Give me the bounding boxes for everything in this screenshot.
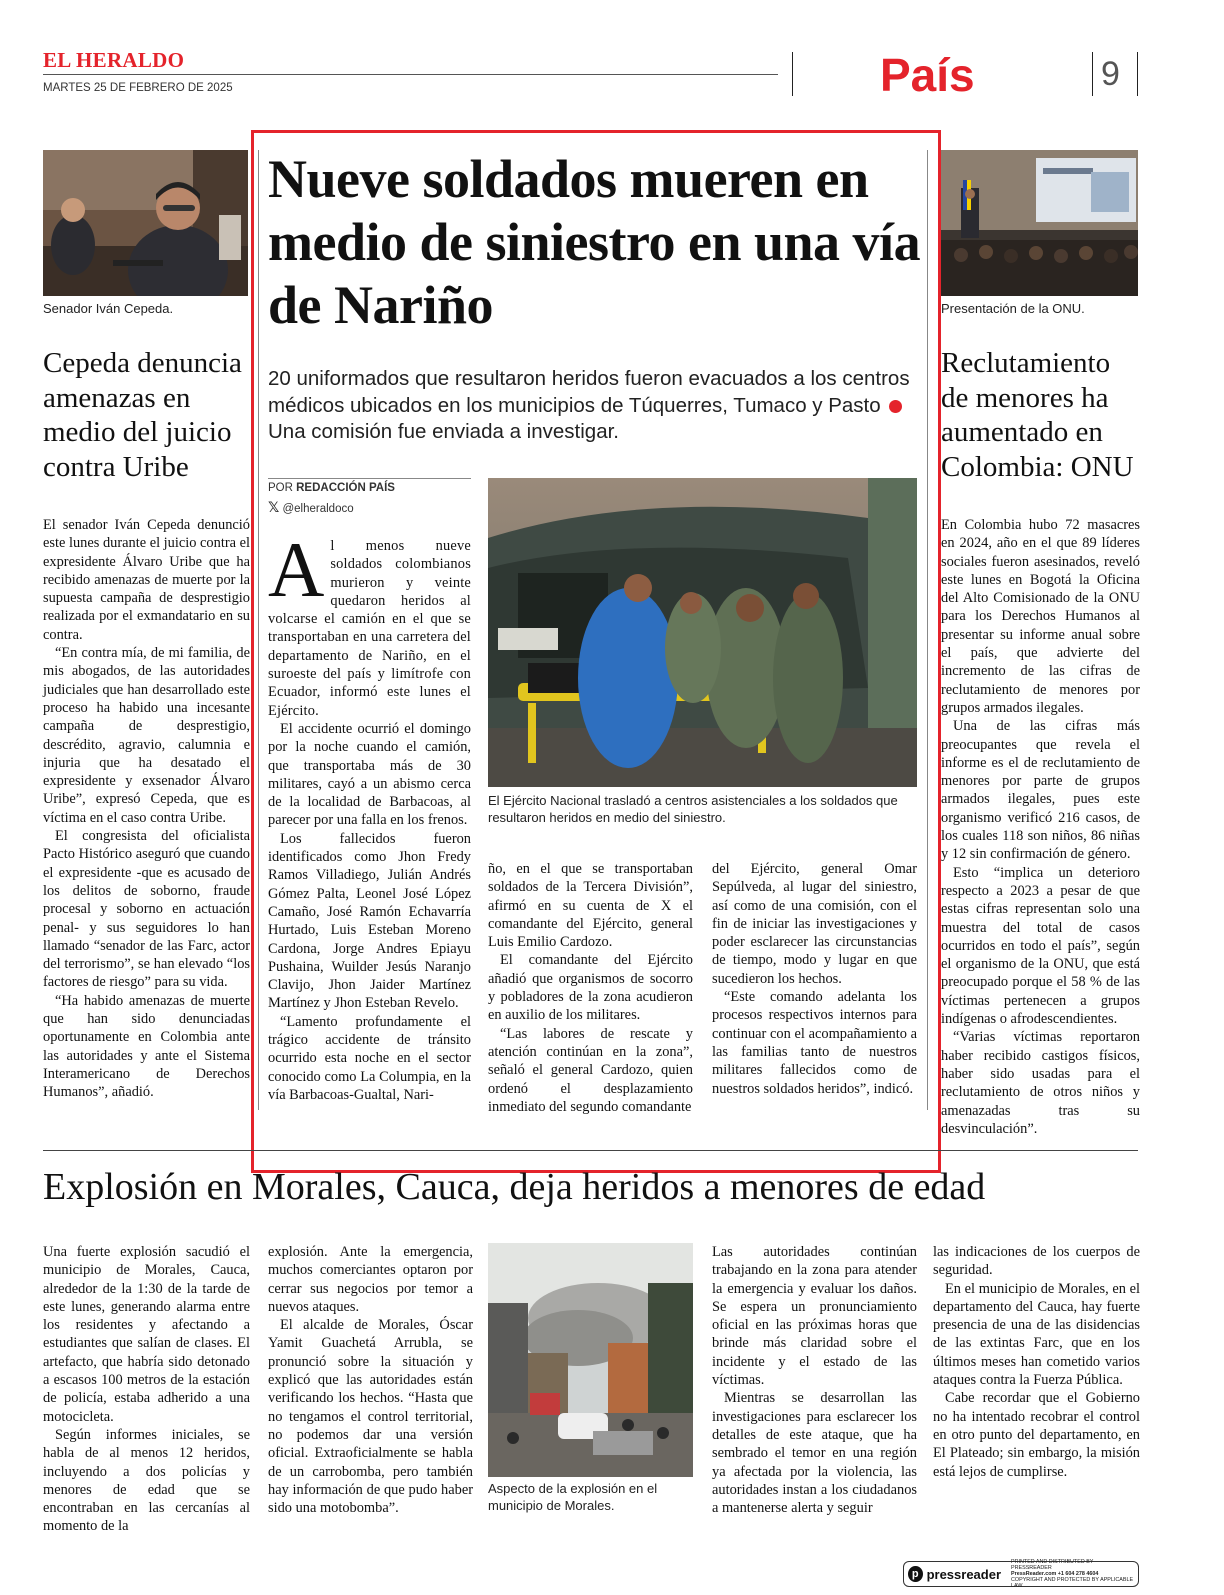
- main-story-left-rule: [258, 150, 259, 1110]
- byline: [268, 482, 395, 494]
- cepeda-body: [43, 516, 250, 1102]
- newspaper-name: EL HERALDO: [43, 48, 185, 72]
- main-subhead-text: 20 uniformados que resultaron heridos fueron evacuados a los centros médicos ubicados en los municipios de Túquerres, Tumaco y Pasto: [268, 367, 910, 417]
- morales-paragraph: El alcalde de Morales, Óscar Yamit Guachetá Arrubla, se pronunció sobre la situación y explicó que las autoridades están verificando los hechos. “Hasta que no tengamos el control territorial, no podemos dar una versión oficial. Extraoficialmente se habla de un carrobomba, pero también hay información de que pudo haber sido una motobomba”.: [268, 1317, 473, 1517]
- main-paragraph: “Lamento profundamente el trágico accidente de tránsito ocurrido esta noche en el sector conocido como La Columpia, en la vía Barbacoas-Gualtal, Nari-: [268, 1013, 471, 1103]
- onu-paragraph: Una de las cifras más preocupantes que revela el informe es el de reclutamiento de menores por parte de grupos armados ilegales, pues este organismo verificó 216 casos, de los cuales 118 son niños, 86 niñas y 12 sin confirmación de género.: [941, 718, 1140, 863]
- soldiers-photo: [488, 478, 917, 787]
- main-body-col2: [488, 860, 693, 1116]
- onu-photo-image: [941, 150, 1138, 296]
- main-paragraph: El accidente ocurrió el domingo por la noche cuando el camión, que transportaba más de 30 militares, cayó a un abismo cerca de la localidad de Barbacoas, al parecer por una falla en los frenos.: [268, 720, 471, 829]
- morales-photo-caption: Aspecto de la explosión en el municipio de Morales.: [488, 1481, 658, 1513]
- onu-headline: Reclutamiento de menores ha aumentado en Colombia: ONU: [941, 347, 1134, 483]
- x-logo-icon: 𝕏: [268, 499, 280, 515]
- byline-prefix: POR: [268, 482, 293, 494]
- onu-paragraph: En Colombia hubo 72 masacres en 2024, año en el que 89 líderes sociales fueron asesinados, reveló este lunes en Bogotá la Oficina del Alto Comisionado de la ONU para los Derechos Humanos al presentar su informe anual sobre el país, que advierte del incremento de las cifras de reclutamiento de menores por grupos armados ilegales.: [941, 517, 1140, 716]
- pressreader-badge[interactable]: [903, 1558, 1139, 1590]
- soldiers-photo-caption: El Ejército Nacional trasladó a centros asistenciales a los soldados que resultaron heridos en medio del siniestro.: [488, 793, 898, 825]
- soldiers-photo-image: [488, 478, 917, 787]
- morales-paragraph: Una fuerte explosión sacudió el municipio de Morales, Cauca, alrededor de la 1:30 de la tarde de este lunes, generando alarma entre los residentes y afectando a estudiantes que salían de clases. El artefacto, que habría sido detonado a escasos 100 metros de la estación de policía, estaba adherido a una motocicleta.: [43, 1244, 250, 1425]
- cepeda-photo-image: [43, 150, 248, 296]
- pressreader-brand: pressreader: [926, 1566, 1002, 1582]
- onu-paragraph: “Varias víctimas reportaron haber recibido castigos físicos, haber sido usadas para el reclutamiento de otros niños y amenazadas tras su desvinculación”.: [941, 1029, 1140, 1137]
- main-subhead-text-2: Una comisión fue enviada a investigar.: [268, 420, 619, 443]
- pressreader-logo-icon: p: [908, 1566, 923, 1582]
- pressreader-legal-line: PRINTED AND DISTRIBUTED BY PRESSREADER: [1011, 1558, 1094, 1571]
- main-paragraph: ño, en el que se transportaban soldados de la Tercera División”, afirmó en su cuenta de X el comandante del Ejército, general Luis Emilio Cardozo.: [488, 861, 693, 951]
- main-body-col1: [268, 526, 471, 1104]
- page-number-divider-left: [1092, 52, 1093, 96]
- subhead-bullet-icon: [889, 400, 902, 413]
- cepeda-paragraph: “En contra mía, de mi familia, de mis abogados, de las autoridades judiciales que han desarrollado este proceso ha habido una incesante campaña de desprestigio, descrédito, agravio, calumnia e injuria que ha desatado el expresidente y exsenador Álvaro Uribe”, expresó Cepeda, que es víctima en el caso contra Uribe.: [43, 645, 250, 826]
- morales-paragraph: las indicaciones de los cuerpos de seguridad.: [933, 1244, 1140, 1279]
- social-handle[interactable]: @elheraldoco: [282, 503, 354, 515]
- byline-rule: [268, 478, 471, 479]
- morales-paragraph: Cabe recordar que el Gobierno no ha intentado recobrar el control en otro punto del departamento, en El Plateado; sin embargo, la misión está lejos de cumplirse.: [933, 1390, 1140, 1480]
- morales-body-col2: [268, 1243, 473, 1517]
- morales-paragraph: En el municipio de Morales, en el departamento del Cauca, hay fuerte presencia de una de las disidencias de las extintas Farc, que en los últimos meses han cometido varios ataques contra la Fuerza Pública.: [933, 1280, 1140, 1389]
- drop-cap: A: [268, 526, 325, 613]
- main-paragraph: “Este comando adelanta los procesos respectivos internos para continuar con el acompañamiento a las familias tanto de nuestros militares fallecidos como de nuestros soldados heridos”, indicó.: [712, 989, 917, 1097]
- onu-body: [941, 516, 1140, 1138]
- morales-paragraph: Mientras se desarrollan las investigaciones para esclarecer los detalles de este ataque, que ha sembrado el temor en una región ya afectada por la violencia, las autoridades instan a los ciudadanos a mantenerse alerta y seguir: [712, 1390, 917, 1517]
- main-paragraph: del Ejército, general Omar Sepúlveda, al lugar del siniestro, así como de una comisión, con el fin de iniciar las investigaciones y poder esclarecer las circunstancias de tiempo, modo y lugar en que sucedieron los hechos.: [712, 861, 917, 987]
- onu-photo-caption: Presentación de la ONU.: [941, 301, 1085, 316]
- masthead-divider: [792, 52, 793, 96]
- cepeda-photo: [43, 150, 248, 296]
- main-paragraph: El comandante del Ejército añadió que organismos de socorro y pobladores de la zona acudieron en auxilio de los militares.: [488, 952, 693, 1024]
- morales-photo-image: [488, 1243, 693, 1477]
- morales-body-col4: [933, 1243, 1140, 1481]
- pressreader-legal-line: COPYRIGHT AND PROTECTED BY APPLICABLE LAW: [1011, 1577, 1134, 1590]
- main-paragraph: Los fallecidos fueron identificados como Jhon Fredy Ramos Villadiego, Julián Andrés Gómez Palta, Leonel José López Camaño, José Ramón Echavarría Hurtado, Luis Esteban Moreno Cardona, Jorge Andres Epiayu Pushaina, Wuilder Jesús Naranjo Clavijo, Jhon Jaider Martínez Martínez y Jhon Esteban Revelo.: [268, 830, 471, 1012]
- issue-date: MARTES 25 DE FEBRERO DE 2025: [43, 82, 233, 94]
- page-number-divider-right: [1137, 52, 1138, 96]
- pressreader-legal: [1011, 1559, 1134, 1590]
- morales-paragraph: Las autoridades continúan trabajando en la zona para atender la emergencia y evaluar los daños. Se espera un pronunciamiento oficial en las próximas horas que brinde más claridad sobre el incidente y el estado de las víctimas.: [712, 1244, 917, 1389]
- morales-headline: Explosión en Morales, Cauca, deja heridos a menores de edad: [43, 1166, 986, 1208]
- cepeda-headline: Cepeda denuncia amenazas en medio del juicio contra Uribe: [43, 347, 242, 483]
- page-number: 9: [1101, 55, 1120, 93]
- morales-paragraph: Según informes iniciales, se habla de al menos 12 heridos, incluyendo a dos policías y menores de edad que se encontraban en las cercanías al momento de la: [43, 1426, 250, 1535]
- social-handle-row[interactable]: [268, 499, 354, 516]
- main-subhead: [268, 366, 928, 446]
- morales-photo: [488, 1243, 693, 1477]
- main-headline: Nueve soldados mueren en medio de siniestro en una vía de Nariño: [268, 149, 921, 335]
- cepeda-paragraph: El senador Iván Cepeda denunció este lunes durante el juicio contra el expresidente Álvaro Uribe que ha recibido amenazas de muerte por la supuesta campaña de desprestigio realizada por el exmandatario en su contra.: [43, 517, 250, 643]
- pressreader-legal-line: PressReader.com +1 604 278 4604: [1011, 1570, 1099, 1577]
- masthead-rule: [43, 74, 778, 75]
- main-story-right-rule: [927, 150, 928, 1110]
- onu-paragraph: Esto “implica un deterioro respecto a 2023 a pesar de que estas cifras representan solo una muestra del total de casos ocurridos en todo el país”, según el organismo de la ONU, que está preocupado porque el 58 % de las víctimas pertenecen a grupos indígenas o afrodescendientes.: [941, 864, 1140, 1028]
- morales-body-col3: [712, 1243, 917, 1517]
- section-title: País: [880, 49, 975, 101]
- byline-author: REDACCIÓN PAÍS: [296, 482, 395, 494]
- morales-paragraph: explosión. Ante la emergencia, muchos comerciantes optaron por cerrar sus negocios por temor a nuevos ataques.: [268, 1244, 473, 1315]
- cepeda-paragraph: El congresista del oficialista Pacto Histórico aseguró que cuando el expresidente -que es acusado de los delitos de soborno, fraude procesal y soborno en actuación penal- y sus seguidores lo han llamado “senador de las Farc, actor del terrorismo”, se han elevado “los factores de riesgo” para su vida.: [43, 828, 251, 991]
- main-body-col3: [712, 860, 917, 1098]
- cepeda-paragraph: “Ha habido amenazas de muerte que han sido denunciadas oportunamente en Colombia ante las autoridades y ante el Sistema Interamericano de Derechos Humanos”, añadió.: [43, 992, 250, 1101]
- cepeda-photo-caption: Senador Iván Cepeda.: [43, 301, 174, 316]
- main-paragraph: “Las labores de rescate y atención continúan en la zona”, señaló el general Cardozo, quien ordenó el desplazamiento inmediato del segundo comandante: [488, 1025, 693, 1115]
- onu-photo: [941, 150, 1138, 296]
- main-paragraph: l menos nueve soldados colombianos murieron y veinte quedaron heridos al volcarse el camión en el que se transportaban en una carretera del departamento de Nariño, en el suroeste del país y limítrofe con Ecuador, informó este lunes el Ejército.: [268, 538, 471, 719]
- morales-body-col1: [43, 1243, 250, 1536]
- bottom-section-rule: [43, 1150, 1138, 1151]
